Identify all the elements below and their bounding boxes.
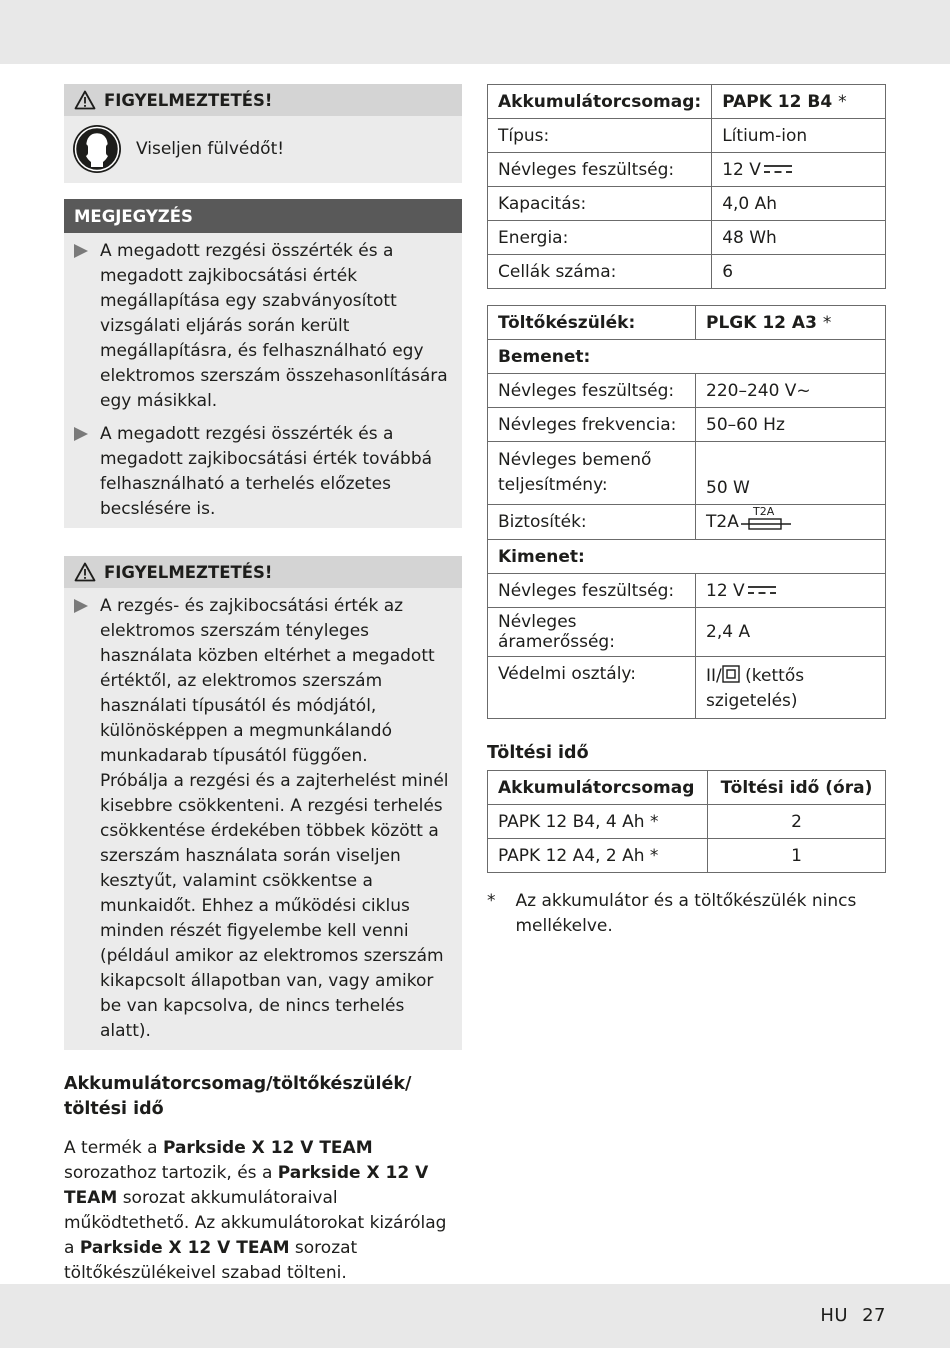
dc-current-icon xyxy=(747,585,777,595)
protection-class-value: II/ xyxy=(706,665,722,686)
section-heading: Akkumulátorcsomag/töltőkészülék/ töltési idő xyxy=(64,1074,412,1119)
table-cell: Névleges frekvencia: xyxy=(488,408,696,442)
table-cell xyxy=(696,306,886,340)
charger-spec-table xyxy=(487,305,886,719)
voltage-value: 12 V xyxy=(706,580,745,601)
table-section-label: Bemenet: xyxy=(488,340,886,374)
fuse-symbol-icon xyxy=(739,505,793,531)
warning-header xyxy=(64,84,462,116)
right-column xyxy=(487,84,886,939)
table-row xyxy=(488,574,886,608)
table-row xyxy=(488,340,886,374)
list-item xyxy=(74,594,452,1044)
paragraph-text: sorozat töltőkészülékeivel szabad tölteni. xyxy=(64,1238,358,1283)
table-cell xyxy=(712,153,886,187)
charge-time-table xyxy=(487,770,886,873)
paragraph-text: sorozat akkumulátoraival működtethető. Az akkumulátorokat kizárólag a xyxy=(64,1188,447,1258)
footnote-star: * xyxy=(822,312,832,333)
table-header-row xyxy=(488,85,886,119)
table-row xyxy=(488,119,886,153)
table-cell xyxy=(696,657,886,719)
brand-name: Parkside X 12 V TEAM xyxy=(162,1138,373,1158)
table-row xyxy=(488,187,886,221)
warning-box-vibration xyxy=(64,556,462,1050)
table-cell: Névleges bemenő teljesítmény: xyxy=(488,442,696,505)
table-row xyxy=(488,408,886,442)
page-footer xyxy=(820,1305,886,1326)
table-row xyxy=(488,505,886,540)
top-bar xyxy=(0,0,950,64)
table-cell: 1 xyxy=(708,839,886,873)
paragraph-text: sorozathoz tartozik, és a xyxy=(64,1163,278,1183)
table-row xyxy=(488,540,886,574)
voltage-value: 12 V xyxy=(722,159,761,180)
arrow-bullet-icon xyxy=(74,599,88,613)
list-item-text: A rezgés- és zajkibocsátási érték az elektromos szerszám tényleges használata közben eltérhet a megadott értéktől, az elektromos szerszám használati típusától és módjától, különösképpen a megmunkálandó munkadarab típusától függően. Próbálja a rezgési és a zajterhelést minél kisebbre csökkenteni. A rezgési terhelés csökkentése érdekében többek között a szerszám használata során viseljen kesztyűt, valamint csökkentse a munkaidőt. Ehhez a működési ciklus minden részét figyelembe kell venni (például amikor az elektromos szerszám kikapcsolt állapotban van, vagy amikor be van kapcsolva, de nincs terhelés alatt). xyxy=(100,596,449,1041)
warning-title: FIGYELMEZTETÉS! xyxy=(104,562,273,582)
warning-title: FIGYELMEZTETÉS! xyxy=(104,90,273,110)
table-cell: Akkumulátorcsomag: xyxy=(488,85,712,119)
note-box xyxy=(64,199,462,528)
table-cell: Energia: xyxy=(488,221,712,255)
footnote-mark: * xyxy=(487,891,496,911)
table-row xyxy=(488,221,886,255)
model-name: PAPK 12 B4 xyxy=(722,91,833,112)
table-cell: 220–240 V~ xyxy=(696,374,886,408)
brand-name: Parkside X 12 V TEAM xyxy=(64,1163,429,1208)
table-row xyxy=(488,374,886,408)
table-cell: 50 W xyxy=(696,442,886,505)
table-cell xyxy=(712,85,886,119)
language-code: HU xyxy=(820,1305,849,1326)
warning-bullets xyxy=(64,588,462,1050)
table-cell: Lítium-ion xyxy=(712,119,886,153)
left-column xyxy=(64,84,462,1286)
fuse-label: T2A xyxy=(752,505,775,518)
table-section-label: Kimenet: xyxy=(488,540,886,574)
footnote-star: * xyxy=(838,91,847,112)
charge-time-heading: Töltési idő xyxy=(487,743,589,763)
table-row xyxy=(488,442,886,505)
table-cell xyxy=(696,505,886,540)
table-cell: Kapacitás: xyxy=(488,187,712,221)
table-row xyxy=(488,608,886,657)
table-cell: Névleges feszültség: xyxy=(488,374,696,408)
table-cell: 4,0 Ah xyxy=(712,187,886,221)
warning-triangle-icon xyxy=(74,90,96,110)
double-insulation-icon xyxy=(722,665,740,683)
list-item-text: A megadott rezgési összérték és a megadott zajkibocsátási érték továbbá felhasználható a terhelés előzetes becslésére is. xyxy=(100,424,433,519)
table-cell: PAPK 12 B4, 4 Ah * xyxy=(488,805,708,839)
battery-spec-table xyxy=(487,84,886,289)
protection-class-note: (kettős szigetelés) xyxy=(706,665,805,711)
table-cell: PAPK 12 A4, 2 Ah * xyxy=(488,839,708,873)
table-row xyxy=(488,657,886,719)
arrow-bullet-icon xyxy=(74,427,88,441)
table-cell: 6 xyxy=(712,255,886,289)
dc-current-icon xyxy=(763,164,793,174)
table-header-row xyxy=(488,771,886,805)
table-cell: Típus: xyxy=(488,119,712,153)
table-cell: Cellák száma: xyxy=(488,255,712,289)
table-cell: 48 Wh xyxy=(712,221,886,255)
list-item xyxy=(74,239,452,414)
table-cell: Biztosíték: xyxy=(488,505,696,540)
warning-box-ear xyxy=(64,84,462,183)
table-cell xyxy=(696,574,886,608)
table-header-cell: Töltési idő (óra) xyxy=(708,771,886,805)
bottom-bar xyxy=(0,1284,950,1348)
table-row xyxy=(488,805,886,839)
note-bullets xyxy=(64,233,462,528)
footnote xyxy=(487,889,886,939)
ear-protection-icon xyxy=(72,124,122,174)
note-header: MEGJEGYZÉS xyxy=(64,199,462,233)
paragraph-text: A termék a xyxy=(64,1138,163,1158)
table-header-row xyxy=(488,306,886,340)
arrow-bullet-icon xyxy=(74,244,88,258)
warning-header xyxy=(64,556,462,588)
table-cell: 2,4 A xyxy=(696,608,886,657)
table-cell: Töltőkészülék: xyxy=(488,306,696,340)
table-cell: Névleges feszültség: xyxy=(488,153,712,187)
table-row xyxy=(488,839,886,873)
footnote-text: Az akkumulátor és a töltőkészülék nincs mellékelve. xyxy=(515,891,857,936)
list-item xyxy=(74,422,452,522)
table-cell: Védelmi osztály: xyxy=(488,657,696,719)
section-paragraph xyxy=(64,1136,462,1286)
fuse-value: T2A xyxy=(706,512,739,532)
table-cell: 50–60 Hz xyxy=(696,408,886,442)
table-row xyxy=(488,255,886,289)
page-number: 27 xyxy=(862,1305,886,1326)
ear-protection-text: Viseljen fülvédőt! xyxy=(136,139,285,159)
model-name: PLGK 12 A3 xyxy=(706,312,817,333)
ear-protection-row xyxy=(64,116,462,183)
brand-name: Parkside X 12 V TEAM xyxy=(79,1238,290,1258)
table-cell: Névleges áramerősség: xyxy=(488,608,696,657)
table-header-cell: Akkumulátorcsomag xyxy=(488,771,708,805)
list-item-text: A megadott rezgési összérték és a megadott zajkibocsátási érték megállapítása egy szabványosított vizsgálati eljárás során került megállapításra, és felhasználható egy elektromos szerszám összehasonlítására egy másikkal. xyxy=(100,241,448,411)
warning-triangle-icon xyxy=(74,562,96,582)
table-cell: 2 xyxy=(708,805,886,839)
table-row xyxy=(488,153,886,187)
table-cell: Névleges feszültség: xyxy=(488,574,696,608)
